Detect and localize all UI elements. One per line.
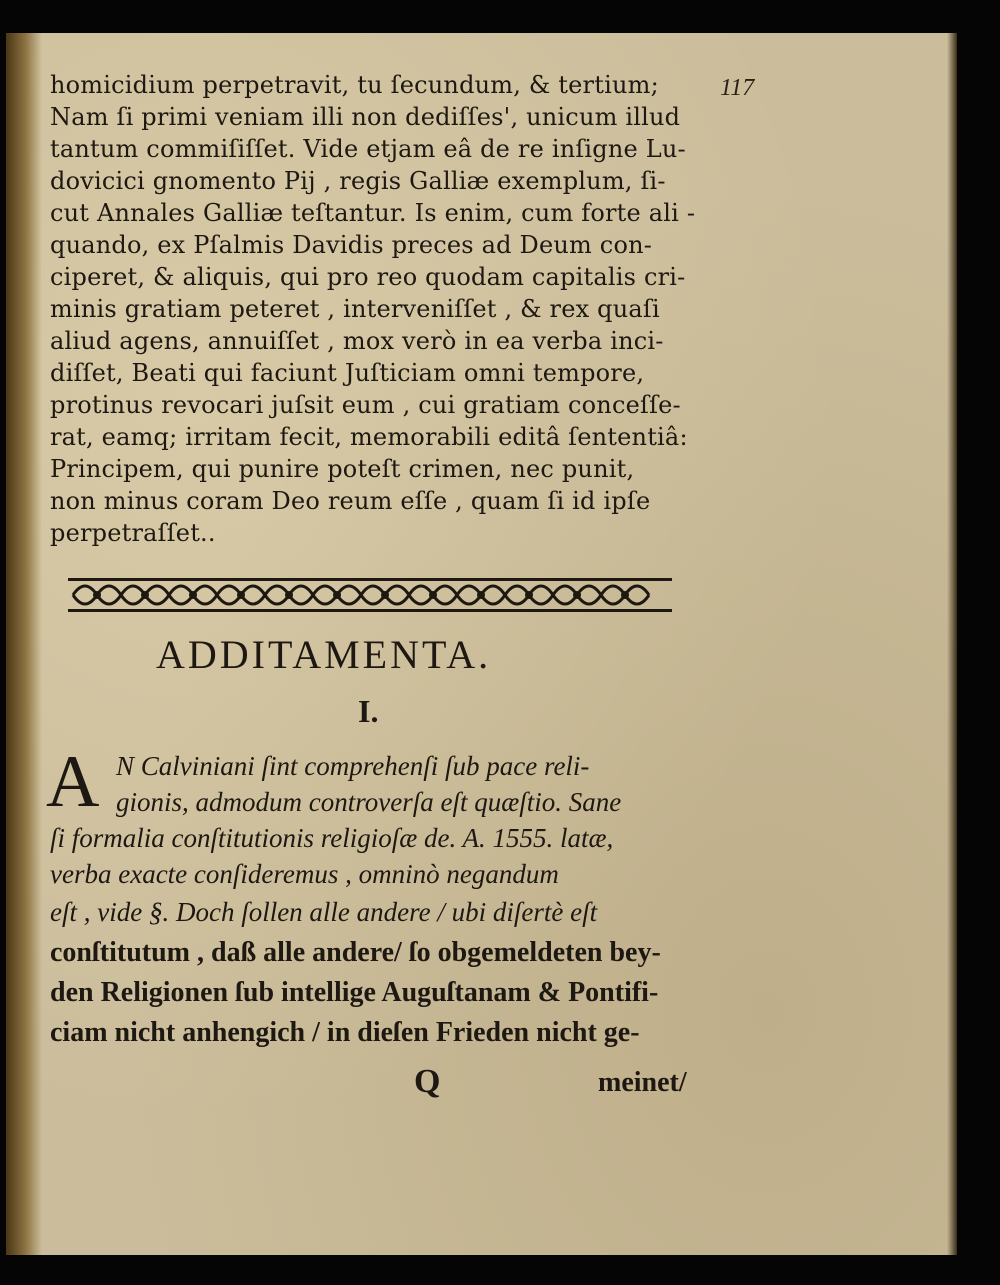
additamenta-line: conſtitutum , daß alle andere/ ſo obgemeldeten bey- xyxy=(50,937,661,968)
paragraph-line: Principem, qui punire poteſt crimen, nec punit, xyxy=(50,455,635,483)
additamenta-line: ſi formalia conſtitutionis religioſæ de. A. 1555. latæ, xyxy=(50,823,614,853)
page-gutter-shadow xyxy=(6,33,42,1255)
paragraph-line: non minus coram Deo reum eſſe , quam ſi id ipſe xyxy=(50,487,651,515)
signature-mark: Q xyxy=(414,1063,441,1100)
paragraph-line: cut Annales Galliæ teſtantur. Is enim, cum forte ali - xyxy=(50,199,696,227)
page-edge-shadow xyxy=(947,33,957,1255)
section-numeral: I. xyxy=(358,693,379,729)
paragraph-line: ciperet, & aliquis, qui pro reo quodam capitalis cri- xyxy=(50,263,686,291)
additamenta-line: N Calviniani ſint comprehenſi ſub pace reli- xyxy=(116,751,590,781)
additamenta-line: gionis, admodum controverſa eſt quæſtio. Sane xyxy=(116,787,622,817)
paragraph-line: aliud agens, annuiſſet , mox verò in ea verba inci- xyxy=(50,327,664,355)
paragraph-line: tantum commiſiſſet. Vide etjam eâ de re inſigne Lu- xyxy=(50,135,686,163)
book-page xyxy=(6,33,957,1255)
ornament-band xyxy=(68,574,672,616)
paragraph-line: dovicici gnomento Pij , regis Galliæ exemplum, ſi- xyxy=(50,167,666,195)
paragraph-line: protinus revocari juſsit eum , cui gratiam conceſſe- xyxy=(50,391,681,419)
additamenta-line: ciam nicht anhengich / in dieſen Frieden nicht ge- xyxy=(50,1017,640,1048)
additamenta-line: den Religionen ſub intellige Auguſtanam & Pontifi- xyxy=(50,977,659,1008)
paragraph-line: homicidium perpetravit, tu ſecundum, & tertium; xyxy=(50,71,659,99)
additamenta-line: eſt , vide §. Doch ſollen alle andere / ubi diſertè eſt xyxy=(50,897,598,927)
drop-cap: A xyxy=(46,741,100,823)
paragraph-line: rat, eamq; irritam fecit, memorabili editâ ſententiâ: xyxy=(50,423,688,451)
additamenta-line: verba exacte conſideremus , omninò negandum xyxy=(50,859,559,889)
paragraph-line: quando, ex Pſalmis Davidis preces ad Deum con- xyxy=(50,231,653,259)
page-number: 117 xyxy=(720,75,755,101)
paragraph-line: diſſet, Beati qui faciunt Juſticiam omni tempore, xyxy=(50,359,645,387)
paragraph-line: minis gratiam peteret , interveniſſet , & rex quaſi xyxy=(50,295,660,323)
catchword: meinet/ xyxy=(598,1067,687,1098)
section-heading: ADDITAMENTA. xyxy=(156,632,492,677)
paragraph-line: perpetraſſet.. xyxy=(50,519,216,547)
ornament-pattern-icon xyxy=(68,574,672,616)
paragraph-line: Nam ſi primi veniam illi non dediſſes', unicum illud xyxy=(50,103,681,131)
